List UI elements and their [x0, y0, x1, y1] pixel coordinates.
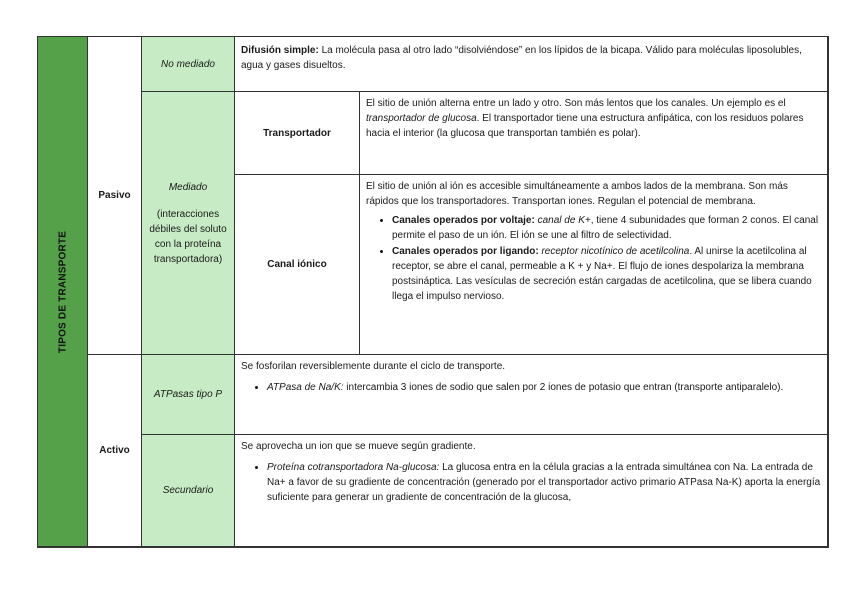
list-item: [267, 460, 821, 505]
difusion-term: Difusión simple:: [241, 45, 319, 56]
atpasas-label: ATPasas tipo P: [153, 389, 223, 400]
atpasas-cell: [142, 355, 235, 435]
atpasas-desc-cell: [235, 355, 828, 435]
mediado-sub: (interacciones débiles del soluto con la proteína transportadora): [149, 208, 227, 265]
mediado-cell: [142, 92, 235, 355]
list-item: [267, 380, 821, 395]
transportador-desc-b: . El transportador tiene una estructura anfipática, con los residuos polares hacia el interior (la glucosa que transportan también es polar).: [366, 113, 804, 139]
bullet-rest: . Al unirse la acetilcolina al receptor, se abre el canal, permeable a K + y Na+. El flujo de iones despolariza la membrana postsináptica. Las vesículas de secreción están cargadas de acetilcolina, que se libera cuando llega el impulso nervioso.: [392, 246, 812, 302]
secundario-desc-cell: [235, 435, 828, 547]
canal-cell: [235, 175, 360, 355]
bullet-term: Canales operados por ligando:: [392, 246, 539, 257]
no-mediado-cell: [142, 37, 235, 92]
list-item: [392, 213, 821, 243]
bullet-term: Canales operados por voltaje:: [392, 215, 535, 226]
transport-types-table: [37, 36, 829, 548]
bullet-em: receptor nicotínico de acetilcolina: [538, 246, 690, 257]
table-title-cell: [38, 37, 88, 547]
atpasas-bullets: [241, 380, 821, 395]
transportador-desc: [360, 92, 828, 175]
secundario-bullets: [241, 460, 821, 505]
atpasas-desc: Se fosforilan reversiblemente durante el ciclo de transporte.: [241, 361, 506, 372]
difusion-desc: La molécula pasa al otro lado “disolviéndose” en los lípidos de la bicapa. Válido para moléculas liposolubles, agua y gases disueltos.: [241, 45, 802, 71]
transportador-desc-a: El sitio de unión alterna entre un lado y otro. Son más lentos que los canales. Un ejemplo es el: [366, 98, 786, 109]
activo-label: Activo: [99, 445, 130, 456]
pasivo-cell: [88, 37, 142, 355]
canal-bullets: [366, 213, 821, 304]
list-item: [392, 244, 821, 304]
bullet-rest: , tiene 4 subunidades que forman 2 conos. El canal permite el paso de un ión. El ión se une al filtro de selectividad.: [392, 215, 819, 241]
no-mediado-label: No mediado: [161, 58, 215, 70]
transportador-desc-em: transportador de glucosa: [366, 113, 477, 124]
pasivo-label: Pasivo: [98, 190, 131, 201]
canal-desc-cell: [360, 175, 828, 355]
transportador-label: Transportador: [263, 127, 331, 139]
secundario-label: Secundario: [162, 485, 214, 496]
table-title: TIPOS DE TRANSPORTE: [57, 230, 68, 353]
secundario-cell: [142, 435, 235, 547]
no-mediado-desc: [235, 37, 828, 92]
mediado-label: Mediado: [168, 181, 208, 193]
bullet-em: Proteína cotransportadora Na-glucosa:: [267, 462, 440, 473]
bullet-rest: intercambia 3 iones de sodio que salen por 2 iones de potasio que entran (transporte antiparalelo).: [343, 382, 784, 393]
secundario-desc: Se aprovecha un ion que se mueve según gradiente.: [241, 441, 476, 452]
bullet-em: canal de K+: [534, 215, 591, 226]
canal-desc: El sitio de unión al ión es accesible simultáneamente a ambos lados de la membrana. Son más rápidos que los transportadores. Transportan iones. Regulan el potencial de membrana.: [366, 181, 788, 207]
transportador-cell: [235, 92, 360, 175]
bullet-rest: La glucosa entra en la célula gracias a la entrada simultánea con Na. La entrada de Na+ a favor de su gradiente de concentración (generado por el transportador activo primario ATPasa Na-K) aporta la energía suficiente para generar un gradiente de concentración de la glucosa,: [267, 462, 821, 503]
bullet-em: ATPasa de Na/K:: [267, 382, 344, 393]
canal-label: Canal iónico: [267, 259, 327, 270]
activo-cell: [88, 355, 142, 547]
